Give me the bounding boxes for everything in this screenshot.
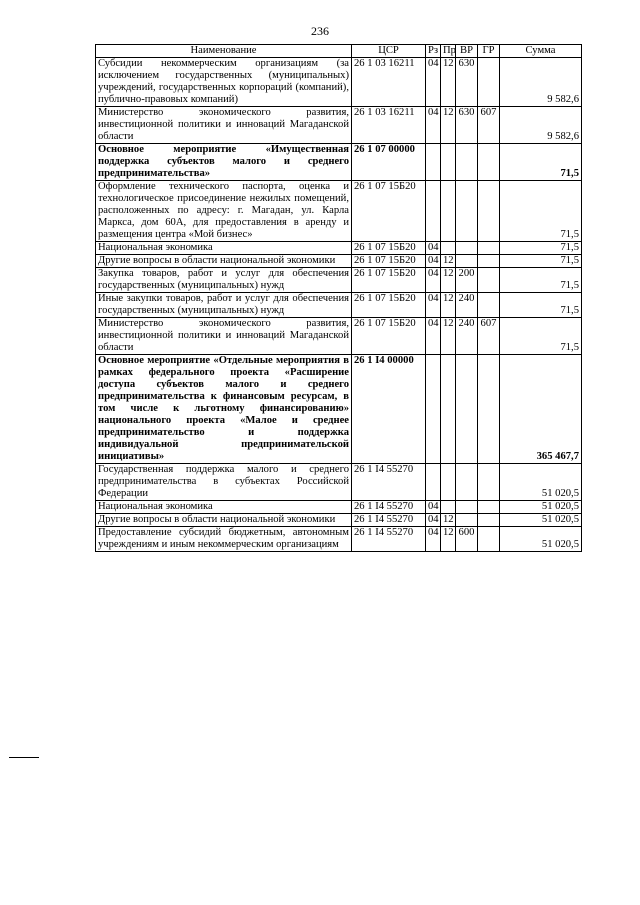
cell-pr: 12 (441, 268, 456, 293)
cell-csr: 26 1 07 15Б20 (352, 318, 426, 355)
table-row (96, 242, 582, 255)
cell-name: Предоставление субсидий бюджетным, автономным учреждениям и иным некоммерческим организациям (96, 527, 352, 552)
cell-pr: 12 (441, 293, 456, 318)
cell-csr: 26 1 07 00000 (352, 144, 426, 181)
cell-vr (456, 181, 478, 242)
cell-pr (441, 464, 456, 501)
cell-pr: 12 (441, 107, 456, 144)
table-row (96, 268, 582, 293)
cell-name: Закупка товаров, работ и услуг для обеспечения государственных (муниципальных) нужд (96, 268, 352, 293)
cell-csr: 26 1 I4 55270 (352, 501, 426, 514)
cell-name: Национальная экономика (96, 242, 352, 255)
cell-csr: 26 1 03 16211 (352, 107, 426, 144)
cell-pr (441, 501, 456, 514)
cell-name: Национальная экономика (96, 501, 352, 514)
cell-sum: 51 020,5 (500, 464, 582, 501)
cell-name: Министерство экономического развития, инвестиционной политики и инноваций Магаданской области (96, 318, 352, 355)
table-row (96, 58, 582, 107)
footnote-divider (9, 757, 39, 758)
cell-rz: 04 (426, 293, 441, 318)
cell-sum: 9 582,6 (500, 107, 582, 144)
cell-rz: 04 (426, 318, 441, 355)
cell-sum: 71,5 (500, 181, 582, 242)
cell-sum: 51 020,5 (500, 501, 582, 514)
cell-csr: 26 1 03 16211 (352, 58, 426, 107)
header-name: Наименование (96, 45, 352, 58)
cell-rz (426, 464, 441, 501)
cell-rz: 04 (426, 501, 441, 514)
cell-gr: 607 (478, 107, 500, 144)
cell-vr: 240 (456, 293, 478, 318)
cell-rz: 04 (426, 268, 441, 293)
cell-rz: 04 (426, 242, 441, 255)
cell-sum: 71,5 (500, 318, 582, 355)
cell-name: Основное мероприятие «Отдельные мероприятия в рамках федерального проекта «Расширение доступа субъектов малого и среднего предпринимательства к финансовым ресурсам, в том числе к льготному финансированию» национального проекта «Малое и среднее предпринимательство и поддержка индивидуальной предпринимательской инициативы» (96, 355, 352, 464)
cell-vr (456, 255, 478, 268)
cell-gr (478, 58, 500, 107)
table-row (96, 355, 582, 464)
cell-vr: 630 (456, 107, 478, 144)
cell-pr: 12 (441, 527, 456, 552)
cell-gr (478, 268, 500, 293)
cell-sum: 71,5 (500, 255, 582, 268)
cell-gr (478, 293, 500, 318)
header-csr: ЦСР (352, 45, 426, 58)
table-row (96, 107, 582, 144)
header-gr: ГР (478, 45, 500, 58)
table-row (96, 514, 582, 527)
cell-rz: 04 (426, 255, 441, 268)
cell-gr (478, 464, 500, 501)
cell-vr (456, 501, 478, 514)
cell-vr (456, 514, 478, 527)
cell-sum: 71,5 (500, 293, 582, 318)
cell-name: Иные закупки товаров, работ и услуг для обеспечения государственных (муниципальных) нужд (96, 293, 352, 318)
cell-csr: 26 1 07 15Б20 (352, 242, 426, 255)
header-vr: ВР (456, 45, 478, 58)
table-row (96, 255, 582, 268)
cell-vr: 600 (456, 527, 478, 552)
cell-csr: 26 1 I4 55270 (352, 514, 426, 527)
table-row (96, 464, 582, 501)
cell-gr (478, 255, 500, 268)
table-row (96, 318, 582, 355)
cell-pr (441, 181, 456, 242)
cell-name: Оформление технического паспорта, оценка и технологическое присоединение нежилых помещений, расположенных по адресу: г. Магадан, ул. Карла Маркса, дом 60А, для предоставления в аренду и размещения центра «Мой бизнес» (96, 181, 352, 242)
cell-gr (478, 181, 500, 242)
cell-gr (478, 144, 500, 181)
cell-vr (456, 144, 478, 181)
table-body (96, 58, 582, 552)
cell-rz: 04 (426, 527, 441, 552)
cell-name: Государственная поддержка малого и среднего предпринимательства в субъектах Российской Федерации (96, 464, 352, 501)
cell-sum: 71,5 (500, 144, 582, 181)
cell-sum: 51 020,5 (500, 514, 582, 527)
cell-sum: 71,5 (500, 242, 582, 255)
cell-csr: 26 1 I4 00000 (352, 355, 426, 464)
cell-csr: 26 1 07 15Б20 (352, 181, 426, 242)
cell-gr (478, 355, 500, 464)
cell-name: Субсидии некоммерческим организациям (за исключением государственных (муниципальных) учреждений, государственных корпораций (компаний), публично-правовых компаний) (96, 58, 352, 107)
cell-sum: 51 020,5 (500, 527, 582, 552)
cell-rz: 04 (426, 107, 441, 144)
cell-gr (478, 527, 500, 552)
cell-gr (478, 242, 500, 255)
cell-vr (456, 464, 478, 501)
cell-sum: 71,5 (500, 268, 582, 293)
cell-name: Основное мероприятие «Имущественная поддержка субъектов малого и среднего предпринимательства» (96, 144, 352, 181)
cell-sum: 365 467,7 (500, 355, 582, 464)
cell-csr: 26 1 07 15Б20 (352, 268, 426, 293)
cell-pr: 12 (441, 58, 456, 107)
header-rz: Рз (426, 45, 441, 58)
cell-pr: 12 (441, 318, 456, 355)
cell-pr: 12 (441, 514, 456, 527)
cell-name: Министерство экономического развития, инвестиционной политики и инноваций Магаданской области (96, 107, 352, 144)
cell-csr: 26 1 07 15Б20 (352, 293, 426, 318)
cell-vr: 200 (456, 268, 478, 293)
cell-pr (441, 242, 456, 255)
cell-gr (478, 501, 500, 514)
header-pr: Пр (441, 45, 456, 58)
cell-rz (426, 144, 441, 181)
cell-pr (441, 144, 456, 181)
cell-csr: 26 1 I4 55270 (352, 527, 426, 552)
cell-gr: 607 (478, 318, 500, 355)
cell-name: Другие вопросы в области национальной экономики (96, 255, 352, 268)
cell-csr: 26 1 I4 55270 (352, 464, 426, 501)
cell-rz (426, 355, 441, 464)
cell-pr: 12 (441, 255, 456, 268)
cell-rz (426, 181, 441, 242)
table-row (96, 144, 582, 181)
budget-table (95, 44, 582, 552)
cell-vr (456, 355, 478, 464)
table-header-row (96, 45, 582, 58)
table-row (96, 293, 582, 318)
table-row (96, 527, 582, 552)
cell-gr (478, 514, 500, 527)
cell-sum: 9 582,6 (500, 58, 582, 107)
cell-vr: 240 (456, 318, 478, 355)
cell-vr (456, 242, 478, 255)
table-row (96, 181, 582, 242)
cell-csr: 26 1 07 15Б20 (352, 255, 426, 268)
cell-vr: 630 (456, 58, 478, 107)
cell-rz: 04 (426, 514, 441, 527)
cell-name: Другие вопросы в области национальной экономики (96, 514, 352, 527)
cell-rz: 04 (426, 58, 441, 107)
cell-pr (441, 355, 456, 464)
table-row (96, 501, 582, 514)
page-number: 236 (311, 24, 329, 38)
header-sum: Сумма (500, 45, 582, 58)
